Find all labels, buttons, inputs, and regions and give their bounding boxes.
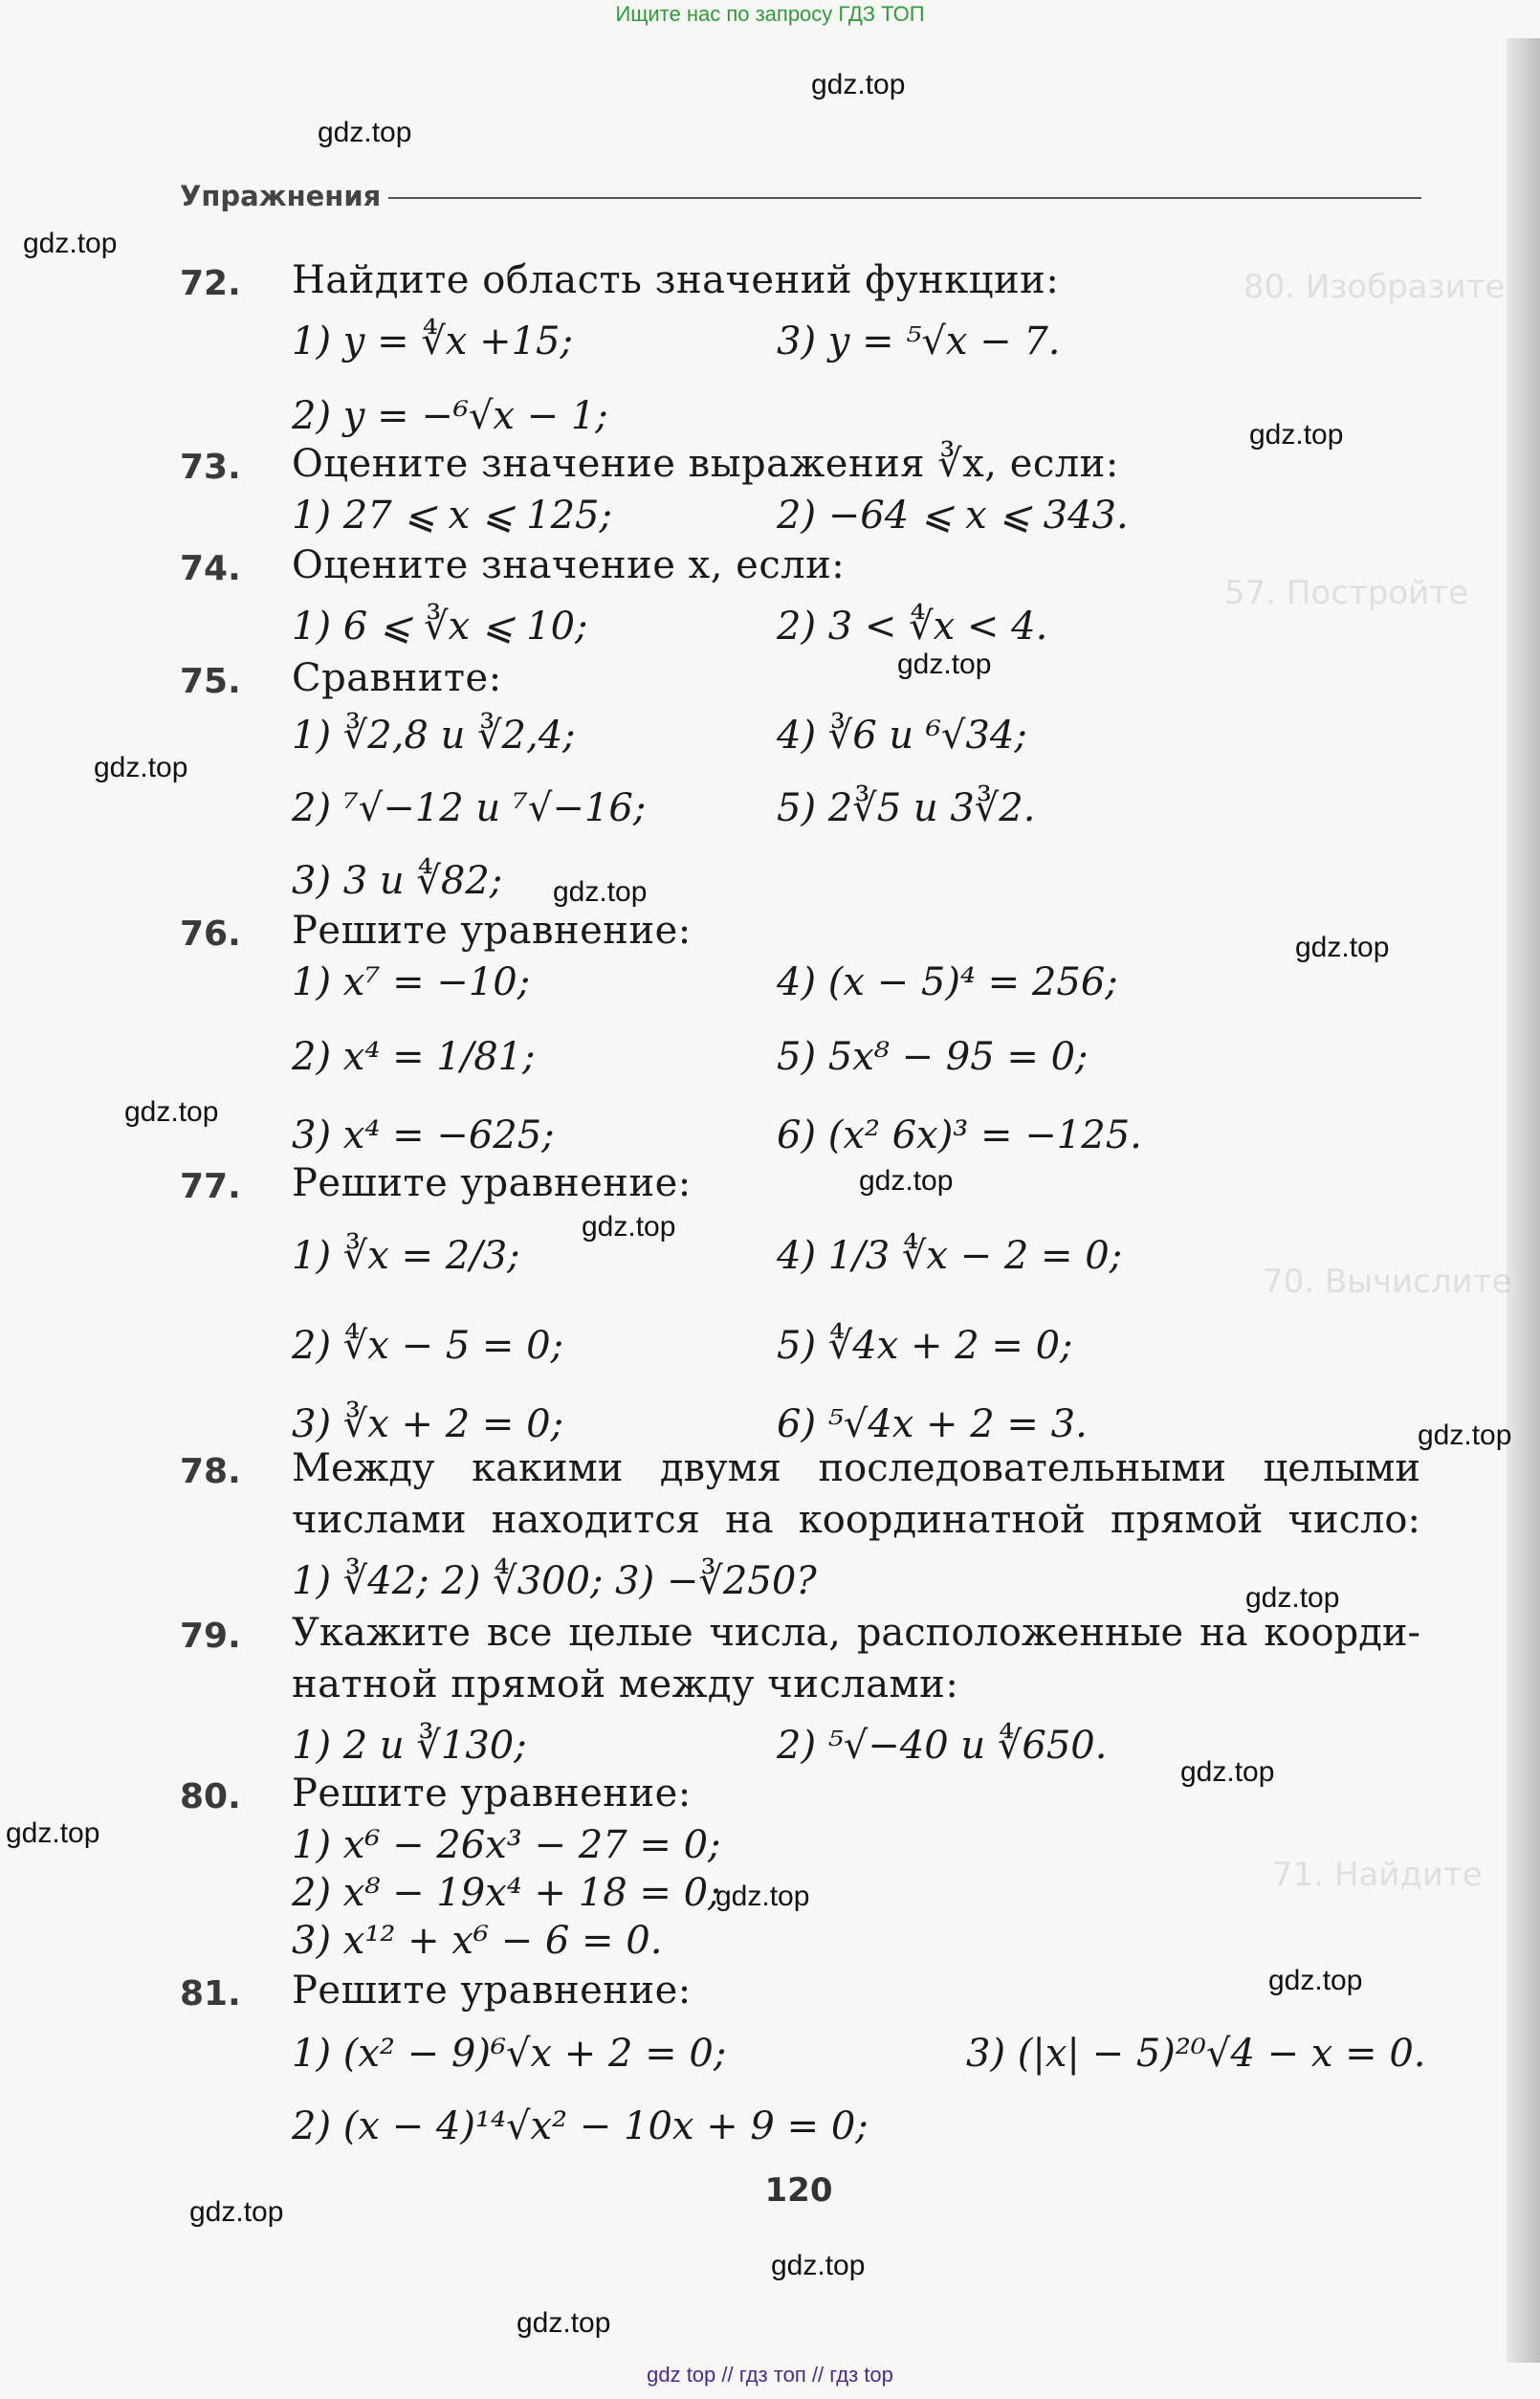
watermark: gdz.top [1180,1756,1275,1788]
exercise-heading: Найдите область значений функции: [292,258,1060,302]
exercise-item: 1) y = ∜x +15; [292,319,573,363]
exercise-number: 80. [180,1777,241,1816]
watermark: gdz.top [189,2196,284,2228]
exercise-item: 2) x⁸ − 19x⁴ + 18 = 0; [292,1871,721,1915]
exercise-item: 1) ∛x = 2/3; [292,1234,520,1278]
exercise-item: 3) (|x| − 5)²⁰√4 − x = 0. [966,2032,1426,2076]
exercise-item: 1) ∛2,8 и ∛2,4; [292,714,576,758]
exercise-item: 2) ∜x − 5 = 0; [292,1324,564,1368]
exercise-number: 73. [180,448,241,487]
bleed-through-text: 57. Постройте [1224,574,1468,612]
watermark: gdz.top [1295,932,1390,963]
exercise-item: 2) −64 ⩽ x ⩽ 343. [777,494,1129,538]
bottom-banner[interactable]: gdz top // гдз топ // гдз top [647,2363,893,2387]
watermark: gdz.top [582,1211,676,1243]
watermark: gdz.top [94,752,188,783]
watermark: gdz.top [318,117,412,148]
exercise-number: 81. [180,1974,241,2014]
exercise-heading: Решите уравнение: [292,909,692,953]
exercise-item: 3) 3 и ∜82; [292,859,503,903]
exercise-item: 2) y = −⁶√x − 1; [292,394,608,438]
exercise-number: 74. [180,549,241,588]
bleed-through-text: 71. Найдите [1272,1856,1483,1894]
exercise-number: 77. [180,1167,241,1206]
watermark: gdz.top [897,649,992,680]
watermark: gdz.top [859,1165,954,1197]
exercise-item: 2) ⁵√−40 и ∜650. [777,1724,1108,1768]
exercise-text-line: натной прямой между числами: [292,1662,959,1706]
exercise-number: 79. [180,1617,241,1656]
exercise-item: 1) ∛42; 2) ∜300; 3) −∛250? [292,1559,817,1603]
exercise-item: 5) 2∛5 и 3∛2. [777,786,1036,830]
exercise-text-line: числами находится на координатной прямой число: [292,1498,1420,1542]
exercise-item: 1) 27 ⩽ x ⩽ 125; [292,494,612,538]
watermark: gdz.top [23,228,118,259]
exercise-heading: Сравните: [292,656,502,700]
exercise-item: 3) x¹² + x⁶ − 6 = 0. [292,1919,663,1963]
exercise-number: 76. [180,914,241,954]
watermark: gdz.top [124,1096,219,1128]
exercise-item: 4) ∛6 и ⁶√34; [777,714,1027,758]
exercise-item: 2) 3 < ∜x < 4. [777,605,1048,649]
exercise-number: 72. [180,264,241,303]
exercise-item: 6) (x² 6x)³ = −125. [777,1113,1142,1157]
exercise-item: 1) 2 и ∛130; [292,1724,527,1768]
exercise-text-line: Укажите все целые числа, расположенные на коорди- [292,1611,1420,1655]
exercise-item: 5) ∜4x + 2 = 0; [777,1324,1073,1368]
exercise-item: 6) ⁵√4x + 2 = 3. [777,1402,1088,1446]
section-rule [388,197,1421,199]
top-banner[interactable]: Ищите нас по запросу ГДЗ ТОП [615,2,925,26]
exercise-item: 3) y = ⁵√x − 7. [777,319,1061,363]
exercise-item: 1) 6 ⩽ ∛x ⩽ 10; [292,605,588,649]
exercise-number: 75. [180,662,241,701]
exercise-item: 3) x⁴ = −625; [292,1113,555,1157]
exercise-item: 5) 5x⁸ − 95 = 0; [777,1035,1089,1079]
watermark: gdz.top [715,1881,810,1912]
section-title: Упражнения [180,180,382,212]
exercise-text-line: Между какими двумя последовательными целыми [292,1446,1420,1490]
watermark: gdz.top [1249,419,1344,451]
exercise-item: 1) x⁶ − 26x³ − 27 = 0; [292,1823,721,1867]
page-number: 120 [764,2171,833,2210]
exercise-item: 2) (x − 4)¹⁴√x² − 10x + 9 = 0; [292,2104,869,2148]
exercise-heading: Решите уравнение: [292,1969,692,2013]
exercise-item: 1) (x² − 9)⁶√x + 2 = 0; [292,2032,727,2076]
exercise-item: 2) x⁴ = 1/81; [292,1035,536,1079]
exercise-item: 4) 1/3 ∜x − 2 = 0; [777,1234,1123,1278]
watermark: gdz.top [811,69,906,100]
watermark: gdz.top [1418,1420,1512,1451]
exercise-item: 3) ∛x + 2 = 0; [292,1402,564,1446]
watermark: gdz.top [1245,1582,1340,1614]
exercise-heading: Решите уравнение: [292,1161,692,1205]
book-spine-shadow [1507,38,1540,2363]
exercise-heading: Решите уравнение: [292,1772,692,1816]
watermark: gdz.top [6,1817,100,1849]
bleed-through-text: 80. Изобразите [1243,268,1506,306]
bleed-through-text: 70. Вычислите [1263,1263,1512,1301]
watermark: gdz.top [517,2307,611,2339]
watermark: gdz.top [771,2250,866,2281]
exercise-heading: Оцените значение x, если: [292,543,846,587]
exercise-item: 4) (x − 5)⁴ = 256; [777,960,1118,1004]
exercise-item: 2) ⁷√−12 и ⁷√−16; [292,786,647,830]
watermark: gdz.top [553,876,648,908]
exercise-number: 78. [180,1452,241,1491]
exercise-heading: Оцените значение выражения ∛x, если: [292,442,1119,486]
exercise-item: 1) x⁷ = −10; [292,960,531,1004]
watermark: gdz.top [1268,1965,1363,1996]
